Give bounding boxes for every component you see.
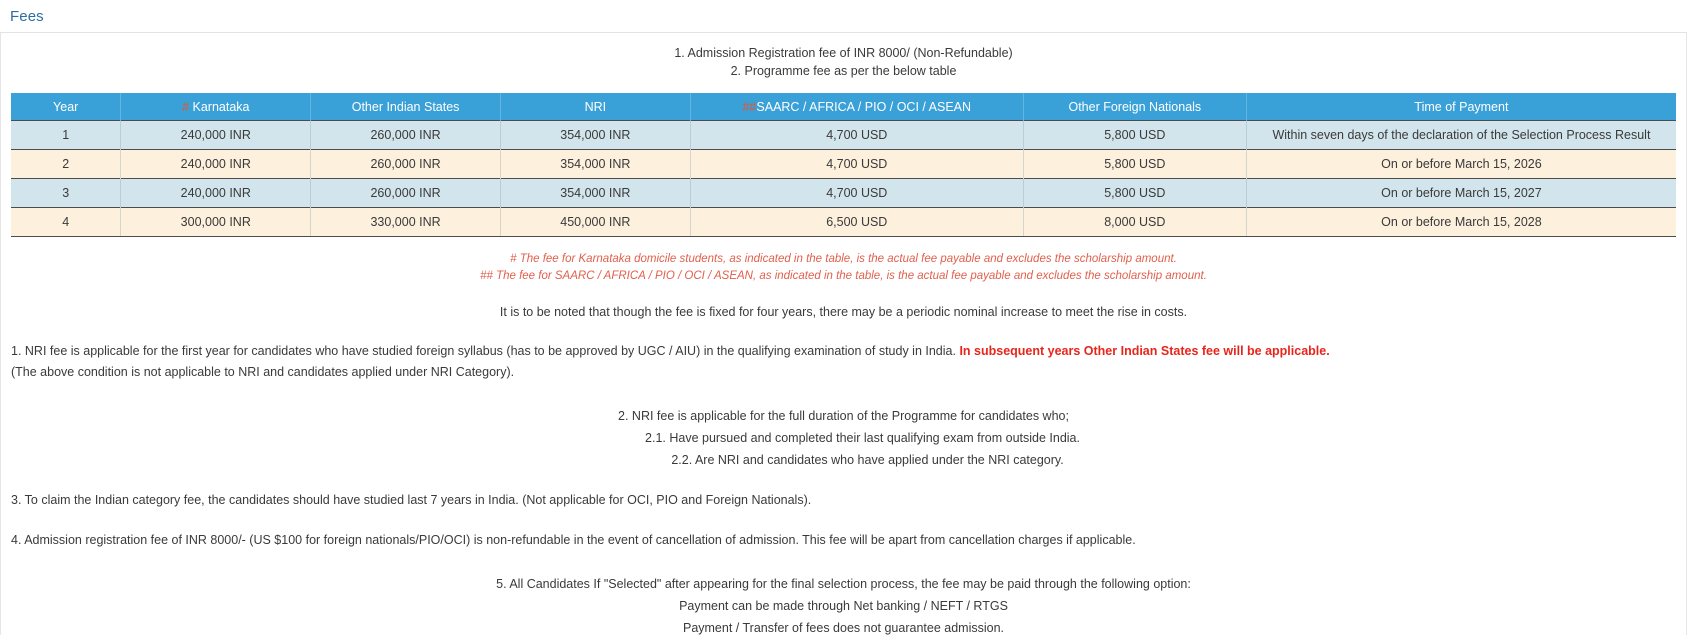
- table-row: [11, 208, 1676, 237]
- table-row: [11, 121, 1676, 150]
- cell-other-foreign: 5,800 USD: [1023, 150, 1246, 179]
- col-header-other-foreign-nationals: [1023, 93, 1246, 121]
- col-header-karnataka: [121, 93, 311, 121]
- cell-karnataka: 240,000 INR: [121, 121, 311, 150]
- note-item-5-1: Payment can be made through Net banking / NEFT / RTGS: [679, 599, 1008, 613]
- cell-saarc: 4,700 USD: [690, 150, 1023, 179]
- col-header-other-indian-states-label: Other Indian States: [351, 99, 460, 114]
- footnote-double-hash: ## The fee for SAARC / AFRICA / PIO / OCI / ASEAN, as indicated in the table, is the actual fee payable and excludes the scholarship amount.: [480, 270, 1207, 282]
- cell-other-foreign: 5,800 USD: [1023, 179, 1246, 208]
- page-header: [0, 0, 1687, 33]
- footnote-hash: # The fee for Karnataka domicile students, as indicated in the table, is the actual fee payable and excludes the scholarship amount.: [510, 253, 1177, 265]
- page-title: Fees: [10, 7, 44, 25]
- table-row: [11, 150, 1676, 179]
- note-item-2: 2. NRI fee is applicable for the full duration of the Programme for candidates who;: [618, 409, 1069, 423]
- table-header-row: [11, 93, 1676, 121]
- cell-other-indian-states: 260,000 INR: [311, 121, 501, 150]
- table-row: [11, 179, 1676, 208]
- col-header-saarc: [690, 93, 1023, 121]
- cell-nri: 354,000 INR: [500, 179, 690, 208]
- cell-time-of-payment: On or before March 15, 2026: [1246, 150, 1676, 179]
- double-hash-marker: ##: [742, 99, 757, 114]
- hash-marker: #: [182, 99, 190, 114]
- cell-karnataka: 300,000 INR: [121, 208, 311, 237]
- note-item-1: [11, 342, 1676, 361]
- note-item-1-text: 1. NRI fee is applicable for the first year for candidates who have studied foreign syllabus (has to be approved by UGC / AIU) in the qualifying examination of study in India.: [11, 344, 960, 358]
- cell-other-indian-states: 260,000 INR: [311, 179, 501, 208]
- col-header-time-of-payment-label: Time of Payment: [1414, 99, 1509, 114]
- cell-time-of-payment: On or before March 15, 2028: [1246, 208, 1676, 237]
- col-header-karnataka-label: Karnataka: [192, 99, 250, 114]
- footnotes-block: [11, 251, 1676, 285]
- cell-year: 1: [11, 121, 121, 150]
- intro-block: [11, 33, 1676, 80]
- col-header-other-foreign-nationals-label: Other Foreign Nationals: [1068, 99, 1202, 114]
- intro-line-2: 2. Programme fee as per the below table: [730, 64, 957, 78]
- note-item-5-2: Payment / Transfer of fees does not guarantee admission.: [682, 621, 1004, 635]
- note-item-2-1: 2.1. Have pursued and completed their last qualifying exam from outside India.: [645, 431, 1080, 445]
- note-item-4: 4. Admission registration fee of INR 8000/- (US $100 for foreign nationals/PIO/OCI) is non-refundable in the event of cancellation of admission. This fee will be apart from cancellation charges if applicable.: [11, 533, 1136, 547]
- cell-other-foreign: 8,000 USD: [1023, 208, 1246, 237]
- cell-time-of-payment: Within seven days of the declaration of the Selection Process Result: [1246, 121, 1676, 150]
- cell-saarc: 6,500 USD: [690, 208, 1023, 237]
- cell-karnataka: 240,000 INR: [121, 150, 311, 179]
- col-header-nri-label: NRI: [584, 99, 607, 114]
- note-item-2-2: 2.2. Are NRI and candidates who have applied under the NRI category.: [671, 453, 1064, 467]
- cell-year: 3: [11, 179, 121, 208]
- col-header-year: [11, 93, 121, 121]
- cell-time-of-payment: On or before March 15, 2027: [1246, 179, 1676, 208]
- cell-saarc: 4,700 USD: [690, 179, 1023, 208]
- cell-nri: 354,000 INR: [500, 121, 690, 150]
- note-periodic-increase: It is to be noted that though the fee is fixed for four years, there may be a periodic nominal increase to meet the rise in costs.: [499, 305, 1188, 319]
- cell-other-indian-states: 260,000 INR: [311, 150, 501, 179]
- note-item-3: 3. To claim the Indian category fee, the candidates should have studied last 7 years in India. (Not applicable for OCI, PIO and Foreign Nationals).: [11, 493, 812, 507]
- col-header-nri: [500, 93, 690, 121]
- col-header-time-of-payment: [1246, 93, 1676, 121]
- cell-year: 2: [11, 150, 121, 179]
- cell-saarc: 4,700 USD: [690, 121, 1023, 150]
- cell-other-indian-states: 330,000 INR: [311, 208, 501, 237]
- cell-other-foreign: 5,800 USD: [1023, 121, 1246, 150]
- cell-year: 4: [11, 208, 121, 237]
- cell-karnataka: 240,000 INR: [121, 179, 311, 208]
- note-item-5: 5. All Candidates If "Selected" after appearing for the final selection process, the fee may be paid through the following option:: [496, 577, 1191, 591]
- note-item-1-highlight: In subsequent years Other Indian States fee will be applicable.: [959, 344, 1330, 358]
- page-content: [0, 33, 1687, 635]
- note-item-1-sub: (The above condition is not applicable to NRI and candidates applied under NRI Category).: [11, 365, 515, 379]
- cell-nri: 450,000 INR: [500, 208, 690, 237]
- fees-table: [11, 93, 1676, 237]
- col-header-other-indian-states: [311, 93, 501, 121]
- cell-nri: 354,000 INR: [500, 150, 690, 179]
- col-header-saarc-label: SAARC / AFRICA / PIO / OCI / ASEAN: [756, 99, 972, 114]
- col-header-year-label: Year: [53, 99, 79, 114]
- intro-line-1: 1. Admission Registration fee of INR 8000/ (Non-Refundable): [674, 46, 1013, 60]
